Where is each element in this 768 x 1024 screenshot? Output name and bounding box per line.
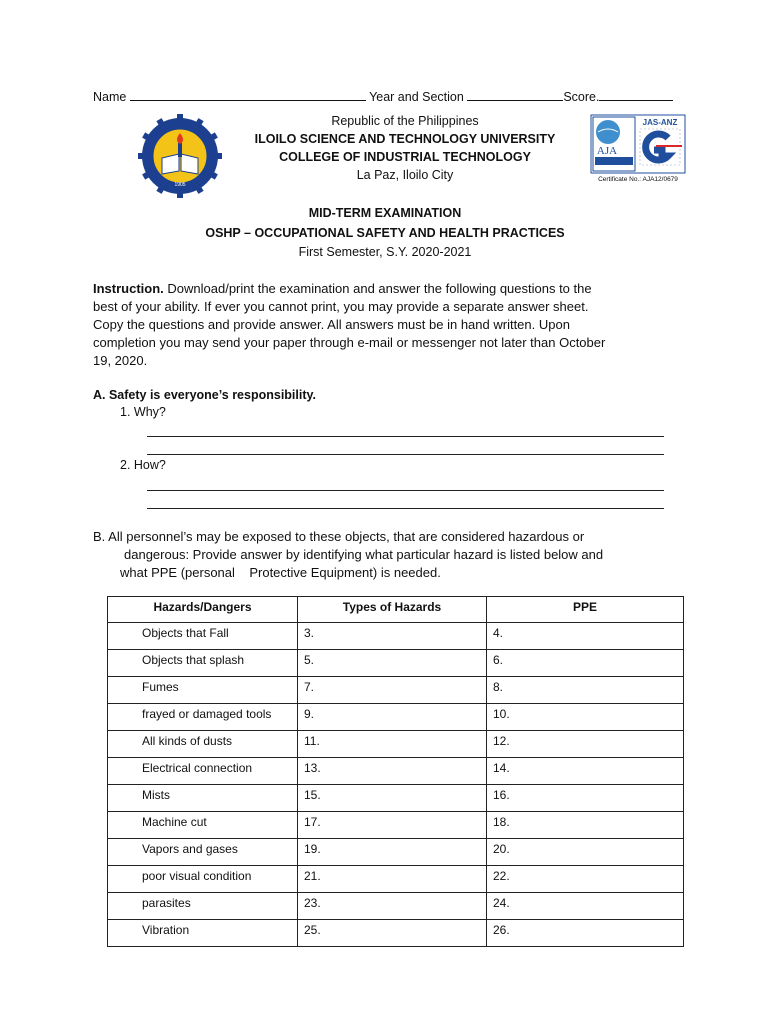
hazard-name: Fumes: [108, 677, 298, 704]
score-label: Score.: [563, 90, 600, 104]
instruction-line-1: Instruction. Download/print the examination and answer the following questions to the: [93, 281, 592, 296]
table-row: [108, 785, 684, 812]
college-name: COLLEGE OF INDUSTRIAL TECHNOLOGY: [279, 150, 531, 164]
ppe-answer[interactable]: 24.: [487, 893, 684, 920]
section-a-heading: A. Safety is everyone’s responsibility.: [93, 388, 317, 402]
table-row: [108, 920, 684, 947]
name-blank[interactable]: [130, 88, 366, 101]
instruction-paragraph: [93, 280, 673, 370]
answer-line-how-1[interactable]: [147, 490, 664, 491]
certification-logo: [590, 114, 686, 184]
table-header-row: [108, 597, 684, 623]
ppe-answer[interactable]: 10.: [487, 704, 684, 731]
ppe-answer[interactable]: 18.: [487, 812, 684, 839]
hazard-type-answer[interactable]: 23.: [298, 893, 487, 920]
table-row: [108, 893, 684, 920]
hazard-type-answer[interactable]: 25.: [298, 920, 487, 947]
hazard-name: Electrical connection: [108, 758, 298, 785]
table-row: [108, 839, 684, 866]
section-b-line-2: dangerous: Provide answer by identifying what particular hazard is listed below and: [124, 547, 604, 562]
table-row: [108, 731, 684, 758]
address: La Paz, Iloilo City: [356, 168, 454, 182]
instruction-line-5: 19, 2020.: [93, 352, 148, 368]
column-header-hazards: Hazards/Dangers: [108, 597, 298, 623]
student-info-line: [93, 88, 683, 104]
hazard-type-answer[interactable]: 19.: [298, 839, 487, 866]
score-blank[interactable]: [599, 88, 673, 101]
section-b-line-1: B. All personnel’s may be exposed to these objects, that are considered hazardous or: [93, 529, 585, 544]
hazard-name: parasites: [108, 893, 298, 920]
hazard-type-answer[interactable]: 5.: [298, 650, 487, 677]
ppe-answer[interactable]: 20.: [487, 839, 684, 866]
table-row: [108, 812, 684, 839]
hazard-name: Objects that splash: [108, 650, 298, 677]
section-b-line-3: what PPE (personal Protective Equipment) is needed.: [120, 565, 441, 580]
country-line: Republic of the Philippines: [331, 114, 479, 128]
table-row: [108, 758, 684, 785]
svg-text:JAS-ANZ: JAS-ANZ: [642, 118, 678, 127]
hazard-type-answer[interactable]: 11.: [298, 731, 487, 758]
hazard-type-answer[interactable]: 3.: [298, 623, 487, 650]
exam-term: First Semester, S.Y. 2020-2021: [298, 245, 472, 259]
ppe-answer[interactable]: 6.: [487, 650, 684, 677]
exam-subject: OSHP – OCCUPATIONAL SAFETY AND HEALTH PRACTICES: [205, 226, 565, 240]
hazards-table: [107, 596, 684, 947]
answer-line-how-2[interactable]: [147, 508, 664, 509]
column-header-ppe: PPE: [487, 597, 684, 623]
hazard-name: Objects that Fall: [108, 623, 298, 650]
table-row: [108, 677, 684, 704]
hazard-name: All kinds of dusts: [108, 731, 298, 758]
instruction-line-2: best of your ability. If ever you cannot print, you may provide a separate answer sheet.: [93, 298, 589, 314]
instruction-line-4: completion you may send your paper through e-mail or messenger not later than October: [93, 334, 606, 350]
question-why: 1. Why?: [120, 405, 166, 419]
university-name: ILOILO SCIENCE AND TECHNOLOGY UNIVERSITY: [254, 132, 556, 146]
column-header-types: Types of Hazards: [298, 597, 487, 623]
ppe-answer[interactable]: 22.: [487, 866, 684, 893]
hazard-type-answer[interactable]: 21.: [298, 866, 487, 893]
hazard-type-answer[interactable]: 13.: [298, 758, 487, 785]
hazard-name: frayed or damaged tools: [108, 704, 298, 731]
table-row: [108, 866, 684, 893]
table-row: [108, 704, 684, 731]
exam-title: MID-TERM EXAMINATION: [308, 206, 462, 220]
instruction-line-3: Copy the questions and provide answer. All answers must be in hand written. Upon: [93, 316, 570, 332]
seal-icon: [137, 113, 223, 199]
hazard-name: Vapors and gases: [108, 839, 298, 866]
certification-badge-icon: [590, 114, 686, 184]
ppe-answer[interactable]: 8.: [487, 677, 684, 704]
ppe-answer[interactable]: 16.: [487, 785, 684, 812]
hazard-type-answer[interactable]: 9.: [298, 704, 487, 731]
ppe-answer[interactable]: 14.: [487, 758, 684, 785]
university-seal-logo: [137, 113, 223, 199]
hazard-name: poor visual condition: [108, 866, 298, 893]
svg-text:Certificate No.: AJA12/0679: Certificate No.: AJA12/0679: [598, 176, 678, 183]
hazard-type-answer[interactable]: 15.: [298, 785, 487, 812]
hazard-name: Machine cut: [108, 812, 298, 839]
year-section-blank[interactable]: [467, 88, 563, 101]
question-how: 2. How?: [120, 458, 166, 472]
hazard-type-answer[interactable]: 7.: [298, 677, 487, 704]
year-section-label: Year and Section: [369, 90, 464, 104]
hazard-name: Mists: [108, 785, 298, 812]
instruction-label: Instruction.: [93, 281, 164, 296]
table-row: [108, 623, 684, 650]
hazard-type-answer[interactable]: 17.: [298, 812, 487, 839]
hazard-name: Vibration: [108, 920, 298, 947]
ppe-answer[interactable]: 26.: [487, 920, 684, 947]
svg-text:1905: 1905: [174, 182, 186, 188]
svg-text:AJA: AJA: [596, 145, 618, 157]
table-row: [108, 650, 684, 677]
ppe-answer[interactable]: 12.: [487, 731, 684, 758]
answer-line-why-2[interactable]: [147, 454, 664, 455]
answer-line-why-1[interactable]: [147, 436, 664, 437]
ppe-answer[interactable]: 4.: [487, 623, 684, 650]
name-label: Name: [93, 90, 127, 104]
